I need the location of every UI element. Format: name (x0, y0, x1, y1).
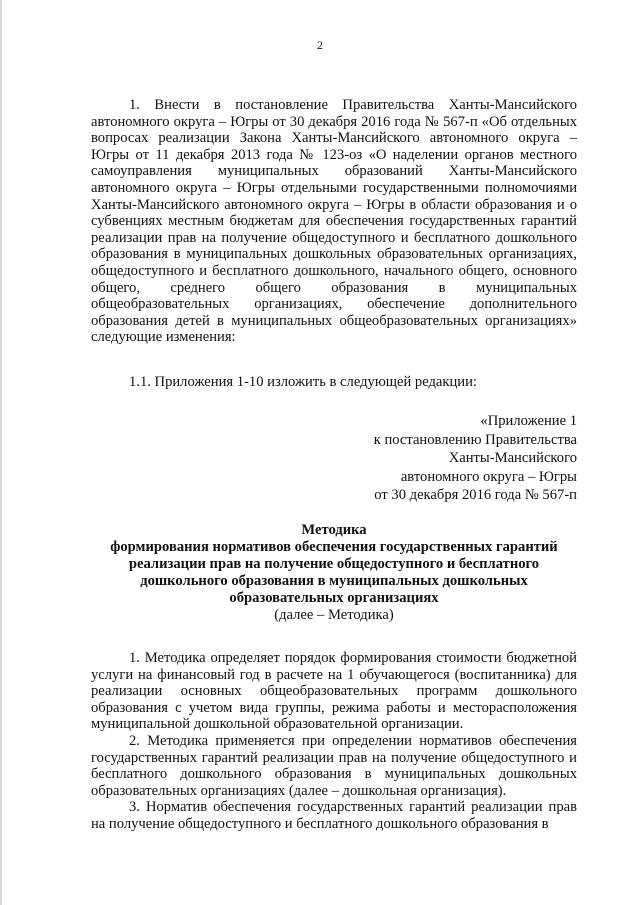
document-title (90, 522, 578, 623)
title-line-1: Методика (301, 522, 367, 538)
appendix-ref-line-5: от 30 декабря 2016 года № 567-п (374, 487, 577, 503)
title-line-5: образовательных организациях (229, 589, 439, 606)
appendix-ref-line-1: «Приложение 1 (480, 413, 577, 429)
appendix-ref-line-2: к постановлению Правительства (373, 431, 577, 448)
title-line-3: реализации прав на получение общедоступного и бесплатного (128, 555, 540, 572)
methodology-item-1: 1. Методика определяет порядок формирования стоимости бюджетной услуги на финансовый год в расчете на 1 обучающегося (воспитанника) для реализации основных общеобразовательных программ дошкольного образования с учетом вида группы, режима работы и месторасположения муниципальной дошкольной образовательной организации. (91, 650, 577, 733)
title-line-4: дошкольного образования в муниципальных дошкольных (140, 572, 528, 589)
title-subtitle: (далее – Методика) (274, 606, 394, 623)
scan-edge (0, 0, 2, 905)
appendix-ref-line-4: автономного округа – Югры (400, 468, 577, 485)
appendix-reference (277, 412, 577, 505)
appendix-ref-line-3: Ханты-Мансийского (448, 450, 577, 466)
methodology-item-2: 2. Методика применяется при определении нормативов обеспечения государственных гарантий реализации прав на получение общедоступного и бесплатного дошкольного образования в муниципальных дошкольных образовательных организациях (далее – дошкольная организация). (91, 732, 577, 799)
item-1-1: 1.1. Приложения 1-10 изложить в следующей редакции: (129, 374, 477, 390)
amendment-paragraph (91, 97, 577, 346)
methodology-body (91, 650, 577, 833)
page-number: 2 (317, 38, 323, 52)
title-line-2: формирования нормативов обеспечения государственных гарантий (110, 538, 558, 555)
methodology-item-3: 3. Норматив обеспечения государственных гарантий реализации прав на получение общедоступного и бесплатного дошкольного образования в (91, 799, 577, 832)
intro-paragraph-text: 1. Внести в постановление Правительства Ханты-Мансийского автономного округа – Югры от 30 декабря 2016 года № 567-п «Об отдельных вопросах реализации Закона Ханты-Мансийского автономного округа – Югры от 11 декабря 2013 года № 123-оз «О наделении органов местного самоуправления муниципальных образований Ханты-Мансийского автономного округа – Югры отдельными государственными полномочиями Ханты-Мансийского автономного округа – Югры в области образования и о субвенциях местным бюджетам для обеспечения государственных гарантий реализации прав на получение общедоступного и бесплатного дошкольного образования в муниципальных дошкольных образовательных организациях, общедоступного и бесплатного дошкольного, начального общего, основного общего, среднего общего образования в муниципальных общеобразовательных организациях, обеспечение дополнительного образования детей в муниципальных общеобразовательных организациях» следующие изменения: (91, 97, 577, 346)
